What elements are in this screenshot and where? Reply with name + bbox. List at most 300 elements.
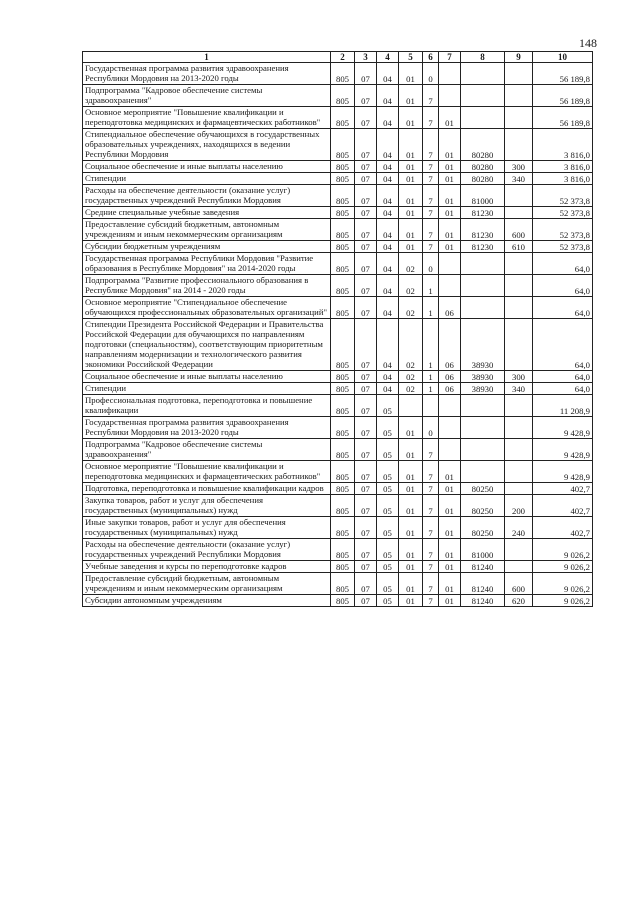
code-cell: 06: [439, 383, 461, 395]
code-cell: 01: [399, 63, 423, 85]
code-cell: 01: [399, 107, 423, 129]
code-cell: 01: [439, 161, 461, 173]
code-cell: 01: [399, 595, 423, 607]
table-row: [83, 439, 593, 461]
code-cell: 300: [505, 371, 533, 383]
code-cell: 07: [355, 383, 377, 395]
code-cell: 240: [505, 517, 533, 539]
code-cell: 06: [439, 319, 461, 371]
amount-cell: 64,0: [533, 275, 593, 297]
code-cell: 05: [377, 461, 399, 483]
code-cell: 04: [377, 383, 399, 395]
code-cell: 80250: [461, 517, 505, 539]
code-cell: 05: [377, 483, 399, 495]
table-row: [83, 207, 593, 219]
code-cell: 38930: [461, 383, 505, 395]
code-cell: 01: [399, 573, 423, 595]
code-cell: 07: [355, 241, 377, 253]
amount-cell: 64,0: [533, 371, 593, 383]
code-cell: 01: [399, 173, 423, 185]
column-header: 6: [423, 52, 439, 63]
code-cell: 01: [399, 185, 423, 207]
code-cell: [461, 297, 505, 319]
table-row: [83, 129, 593, 161]
code-cell: 05: [377, 395, 399, 417]
code-cell: 80250: [461, 495, 505, 517]
code-cell: 02: [399, 383, 423, 395]
code-cell: 04: [377, 371, 399, 383]
amount-cell: 402,7: [533, 483, 593, 495]
code-cell: 01: [439, 129, 461, 161]
code-cell: [439, 395, 461, 417]
code-cell: 805: [331, 241, 355, 253]
code-cell: 7: [423, 207, 439, 219]
column-header: 9: [505, 52, 533, 63]
row-name: Основное мероприятие "Стипендиальное обеспечение обучающихся профессиональных образовательных организаций": [83, 297, 331, 319]
column-header: 1: [83, 52, 331, 63]
code-cell: 01: [399, 461, 423, 483]
table-row: [83, 461, 593, 483]
table-row: [83, 539, 593, 561]
code-cell: 81230: [461, 207, 505, 219]
code-cell: 805: [331, 173, 355, 185]
table-row: [83, 417, 593, 439]
code-cell: 805: [331, 595, 355, 607]
code-cell: 07: [355, 161, 377, 173]
code-cell: 07: [355, 439, 377, 461]
code-cell: [399, 395, 423, 417]
code-cell: [461, 107, 505, 129]
row-name: Предоставление субсидий бюджетным, автономным учреждениям и иным некоммерческим организациям: [83, 573, 331, 595]
code-cell: 04: [377, 297, 399, 319]
code-cell: [505, 439, 533, 461]
code-cell: 805: [331, 85, 355, 107]
code-cell: 04: [377, 207, 399, 219]
code-cell: 1: [423, 319, 439, 371]
code-cell: 07: [355, 185, 377, 207]
code-cell: 05: [377, 561, 399, 573]
code-cell: [461, 461, 505, 483]
code-cell: 07: [355, 539, 377, 561]
code-cell: 07: [355, 561, 377, 573]
code-cell: 01: [439, 185, 461, 207]
row-name: Расходы на обеспечение деятельности (оказание услуг) государственных учреждений Республики Мордовия: [83, 539, 331, 561]
code-cell: 805: [331, 517, 355, 539]
code-cell: 02: [399, 275, 423, 297]
code-cell: 06: [439, 297, 461, 319]
code-cell: 01: [399, 207, 423, 219]
amount-cell: 9 026,2: [533, 595, 593, 607]
code-cell: 0: [423, 63, 439, 85]
header-row: [83, 52, 593, 63]
code-cell: [439, 439, 461, 461]
code-cell: 02: [399, 371, 423, 383]
row-name: Подготовка, переподготовка и повышение квалификации кадров: [83, 483, 331, 495]
code-cell: 805: [331, 417, 355, 439]
code-cell: [505, 63, 533, 85]
code-cell: 01: [399, 517, 423, 539]
code-cell: 805: [331, 483, 355, 495]
code-cell: 38930: [461, 319, 505, 371]
amount-cell: 56 189,8: [533, 107, 593, 129]
code-cell: 805: [331, 561, 355, 573]
row-name: Основное мероприятие "Повышение квалификации и переподготовка медицинских и фармацевтических работников": [83, 107, 331, 129]
code-cell: 07: [355, 517, 377, 539]
code-cell: 805: [331, 383, 355, 395]
code-cell: 0: [423, 417, 439, 439]
code-cell: 07: [355, 219, 377, 241]
row-name: Стипендии: [83, 173, 331, 185]
code-cell: [439, 275, 461, 297]
code-cell: [461, 417, 505, 439]
amount-cell: 3 816,0: [533, 161, 593, 173]
code-cell: 01: [439, 219, 461, 241]
code-cell: 07: [355, 253, 377, 275]
code-cell: 04: [377, 275, 399, 297]
row-name: Государственная программа развития здравоохранения Республики Мордовия на 2013-2020 годы: [83, 417, 331, 439]
code-cell: [439, 85, 461, 107]
amount-cell: 52 373,8: [533, 185, 593, 207]
amount-cell: 52 373,8: [533, 219, 593, 241]
code-cell: 805: [331, 253, 355, 275]
amount-cell: 52 373,8: [533, 241, 593, 253]
code-cell: 07: [355, 395, 377, 417]
code-cell: 05: [377, 439, 399, 461]
code-cell: 200: [505, 495, 533, 517]
code-cell: 02: [399, 297, 423, 319]
row-name: Учебные заведения и курсы по переподготовке кадров: [83, 561, 331, 573]
code-cell: 05: [377, 517, 399, 539]
amount-cell: 9 026,2: [533, 539, 593, 561]
code-cell: [423, 395, 439, 417]
code-cell: [461, 85, 505, 107]
amount-cell: 3 816,0: [533, 173, 593, 185]
code-cell: [505, 561, 533, 573]
code-cell: 81230: [461, 241, 505, 253]
code-cell: 01: [439, 495, 461, 517]
code-cell: 80280: [461, 173, 505, 185]
row-name: Основное мероприятие "Повышение квалификации и переподготовка медицинских и фармацевтических работников": [83, 461, 331, 483]
code-cell: 340: [505, 173, 533, 185]
code-cell: 01: [399, 561, 423, 573]
code-cell: 1: [423, 383, 439, 395]
code-cell: 01: [399, 417, 423, 439]
row-name: Профессиональная подготовка, переподготовка и повышение квалификации: [83, 395, 331, 417]
code-cell: 81000: [461, 185, 505, 207]
code-cell: 7: [423, 573, 439, 595]
table-row: [83, 219, 593, 241]
code-cell: 805: [331, 185, 355, 207]
code-cell: 7: [423, 595, 439, 607]
code-cell: [505, 539, 533, 561]
code-cell: 7: [423, 483, 439, 495]
column-header: 10: [533, 52, 593, 63]
table-row: [83, 573, 593, 595]
code-cell: 07: [355, 297, 377, 319]
column-header: 5: [399, 52, 423, 63]
budget-table: [82, 51, 593, 607]
code-cell: 81000: [461, 539, 505, 561]
amount-cell: 9 026,2: [533, 561, 593, 573]
table-body: [83, 63, 593, 607]
code-cell: 600: [505, 219, 533, 241]
amount-cell: 402,7: [533, 495, 593, 517]
code-cell: 7: [423, 561, 439, 573]
code-cell: 610: [505, 241, 533, 253]
code-cell: [439, 417, 461, 439]
code-cell: 07: [355, 483, 377, 495]
code-cell: [505, 319, 533, 371]
row-name: Закупка товаров, работ и услуг для обеспечения государственных (муниципальных) нужд: [83, 495, 331, 517]
code-cell: 02: [399, 253, 423, 275]
table-row: [83, 595, 593, 607]
code-cell: 04: [377, 173, 399, 185]
row-name: Расходы на обеспечение деятельности (оказание услуг) государственных учреждений Республики Мордовия: [83, 185, 331, 207]
code-cell: 1: [423, 297, 439, 319]
code-cell: [505, 297, 533, 319]
code-cell: [461, 439, 505, 461]
code-cell: 340: [505, 383, 533, 395]
code-cell: 7: [423, 85, 439, 107]
code-cell: 7: [423, 185, 439, 207]
row-name: Предоставление субсидий бюджетным, автономным учреждениям и иным некоммерческим организациям: [83, 219, 331, 241]
row-name: Государственная программа развития здравоохранения Республики Мордовия на 2013-2020 годы: [83, 63, 331, 85]
code-cell: 06: [439, 371, 461, 383]
code-cell: 04: [377, 85, 399, 107]
code-cell: 81240: [461, 561, 505, 573]
code-cell: [505, 395, 533, 417]
code-cell: 600: [505, 573, 533, 595]
page-number: 148: [579, 36, 597, 50]
code-cell: 80250: [461, 483, 505, 495]
column-header: 4: [377, 52, 399, 63]
code-cell: 05: [377, 573, 399, 595]
code-cell: 7: [423, 107, 439, 129]
row-name: Стипендии: [83, 383, 331, 395]
amount-cell: 9 428,9: [533, 461, 593, 483]
code-cell: 80280: [461, 161, 505, 173]
code-cell: 05: [377, 595, 399, 607]
row-name: Социальное обеспечение и иные выплаты населению: [83, 371, 331, 383]
amount-cell: 11 208,9: [533, 395, 593, 417]
code-cell: [439, 253, 461, 275]
code-cell: 805: [331, 319, 355, 371]
amount-cell: 9 428,9: [533, 439, 593, 461]
code-cell: 0: [423, 253, 439, 275]
code-cell: 01: [439, 207, 461, 219]
code-cell: 01: [399, 241, 423, 253]
code-cell: 80280: [461, 129, 505, 161]
code-cell: 07: [355, 63, 377, 85]
code-cell: 07: [355, 85, 377, 107]
amount-cell: 402,7: [533, 517, 593, 539]
amount-cell: 64,0: [533, 319, 593, 371]
code-cell: 805: [331, 539, 355, 561]
code-cell: 805: [331, 395, 355, 417]
row-name: Подпрограмма "Кадровое обеспечение системы здравоохранения": [83, 85, 331, 107]
code-cell: 81230: [461, 219, 505, 241]
code-cell: 01: [439, 483, 461, 495]
table-row: [83, 483, 593, 495]
code-cell: 04: [377, 253, 399, 275]
table-row: [83, 495, 593, 517]
code-cell: 02: [399, 319, 423, 371]
code-cell: 04: [377, 241, 399, 253]
code-cell: [505, 253, 533, 275]
code-cell: 01: [439, 573, 461, 595]
code-cell: 07: [355, 595, 377, 607]
code-cell: 300: [505, 161, 533, 173]
code-cell: 7: [423, 539, 439, 561]
code-cell: 38930: [461, 371, 505, 383]
table-row: [83, 107, 593, 129]
code-cell: 01: [399, 439, 423, 461]
row-name: Стипендии Президента Российской Федерации и Правительства Российской Федерации для обучающихся по направлениям подготовки (специальностям), соответствующим приоритетным направлениям модернизации и технологического развития экономики Российской Федерации: [83, 319, 331, 371]
code-cell: 805: [331, 297, 355, 319]
code-cell: 01: [399, 85, 423, 107]
code-cell: 805: [331, 573, 355, 595]
code-cell: 07: [355, 461, 377, 483]
amount-cell: 64,0: [533, 383, 593, 395]
code-cell: 01: [439, 241, 461, 253]
code-cell: [505, 129, 533, 161]
code-cell: 07: [355, 207, 377, 219]
code-cell: 805: [331, 275, 355, 297]
code-cell: 805: [331, 207, 355, 219]
code-cell: 05: [377, 495, 399, 517]
amount-cell: 3 816,0: [533, 129, 593, 161]
code-cell: 805: [331, 371, 355, 383]
code-cell: 04: [377, 63, 399, 85]
code-cell: 01: [399, 161, 423, 173]
code-cell: 01: [439, 539, 461, 561]
code-cell: [505, 107, 533, 129]
code-cell: 7: [423, 517, 439, 539]
table-row: [83, 383, 593, 395]
code-cell: [505, 275, 533, 297]
amount-cell: 64,0: [533, 297, 593, 319]
code-cell: 805: [331, 461, 355, 483]
table-row: [83, 185, 593, 207]
code-cell: 04: [377, 129, 399, 161]
code-cell: 01: [439, 107, 461, 129]
column-header: 3: [355, 52, 377, 63]
code-cell: 7: [423, 173, 439, 185]
code-cell: 07: [355, 573, 377, 595]
table-row: [83, 371, 593, 383]
amount-cell: 9 026,2: [533, 573, 593, 595]
code-cell: 01: [399, 539, 423, 561]
code-cell: 805: [331, 439, 355, 461]
code-cell: [461, 395, 505, 417]
code-cell: 805: [331, 63, 355, 85]
code-cell: 7: [423, 495, 439, 517]
code-cell: [505, 483, 533, 495]
code-cell: 81240: [461, 573, 505, 595]
code-cell: 01: [439, 561, 461, 573]
code-cell: 7: [423, 161, 439, 173]
code-cell: 01: [399, 129, 423, 161]
row-name: Социальное обеспечение и иные выплаты населению: [83, 161, 331, 173]
table-row: [83, 517, 593, 539]
code-cell: 1: [423, 275, 439, 297]
row-name: Иные закупки товаров, работ и услуг для обеспечения государственных (муниципальных) нужд: [83, 517, 331, 539]
code-cell: 04: [377, 161, 399, 173]
code-cell: [461, 253, 505, 275]
column-header: 8: [461, 52, 505, 63]
code-cell: 01: [399, 483, 423, 495]
row-name: Субсидии бюджетным учреждениям: [83, 241, 331, 253]
row-name: Государственная программа Республики Мордовия "Развитие образования в Республике Мордовия" на 2014-2020 годы: [83, 253, 331, 275]
column-header: 7: [439, 52, 461, 63]
code-cell: 805: [331, 161, 355, 173]
code-cell: [505, 85, 533, 107]
table-row: [83, 319, 593, 371]
code-cell: 805: [331, 129, 355, 161]
table-row: [83, 395, 593, 417]
code-cell: 01: [399, 495, 423, 517]
code-cell: [461, 63, 505, 85]
row-name: Подпрограмма "Развитие профессионального образования в Республике Мордовия" на 2014 - 2020 годы: [83, 275, 331, 297]
code-cell: 1: [423, 371, 439, 383]
code-cell: 07: [355, 107, 377, 129]
code-cell: 01: [439, 595, 461, 607]
code-cell: 05: [377, 539, 399, 561]
code-cell: 81240: [461, 595, 505, 607]
code-cell: 04: [377, 185, 399, 207]
code-cell: [505, 185, 533, 207]
code-cell: 7: [423, 241, 439, 253]
code-cell: 01: [439, 173, 461, 185]
table-row: [83, 275, 593, 297]
code-cell: 805: [331, 107, 355, 129]
code-cell: 7: [423, 219, 439, 241]
code-cell: 01: [399, 219, 423, 241]
code-cell: [505, 207, 533, 219]
code-cell: [461, 275, 505, 297]
code-cell: 7: [423, 129, 439, 161]
code-cell: [505, 461, 533, 483]
code-cell: 07: [355, 319, 377, 371]
column-header: 2: [331, 52, 355, 63]
amount-cell: 64,0: [533, 253, 593, 275]
amount-cell: 9 428,9: [533, 417, 593, 439]
table-row: [83, 241, 593, 253]
code-cell: 01: [439, 461, 461, 483]
table-row: [83, 253, 593, 275]
code-cell: 04: [377, 107, 399, 129]
code-cell: [439, 63, 461, 85]
row-name: Подпрограмма "Кадровое обеспечение системы здравоохранения": [83, 439, 331, 461]
amount-cell: 56 189,8: [533, 85, 593, 107]
code-cell: 07: [355, 275, 377, 297]
row-name: Стипендиальное обеспечение обучающихся в государственных образовательных учреждениях, находящихся в ведении Республики Мордовия: [83, 129, 331, 161]
code-cell: 7: [423, 439, 439, 461]
code-cell: 7: [423, 461, 439, 483]
row-name: Субсидии автономным учреждениям: [83, 595, 331, 607]
code-cell: 07: [355, 371, 377, 383]
table-row: [83, 85, 593, 107]
row-name: Средние специальные учебные заведения: [83, 207, 331, 219]
code-cell: 620: [505, 595, 533, 607]
amount-cell: 52 373,8: [533, 207, 593, 219]
table-row: [83, 63, 593, 85]
table-row: [83, 161, 593, 173]
code-cell: 07: [355, 173, 377, 185]
code-cell: 07: [355, 417, 377, 439]
code-cell: 04: [377, 319, 399, 371]
code-cell: 07: [355, 495, 377, 517]
